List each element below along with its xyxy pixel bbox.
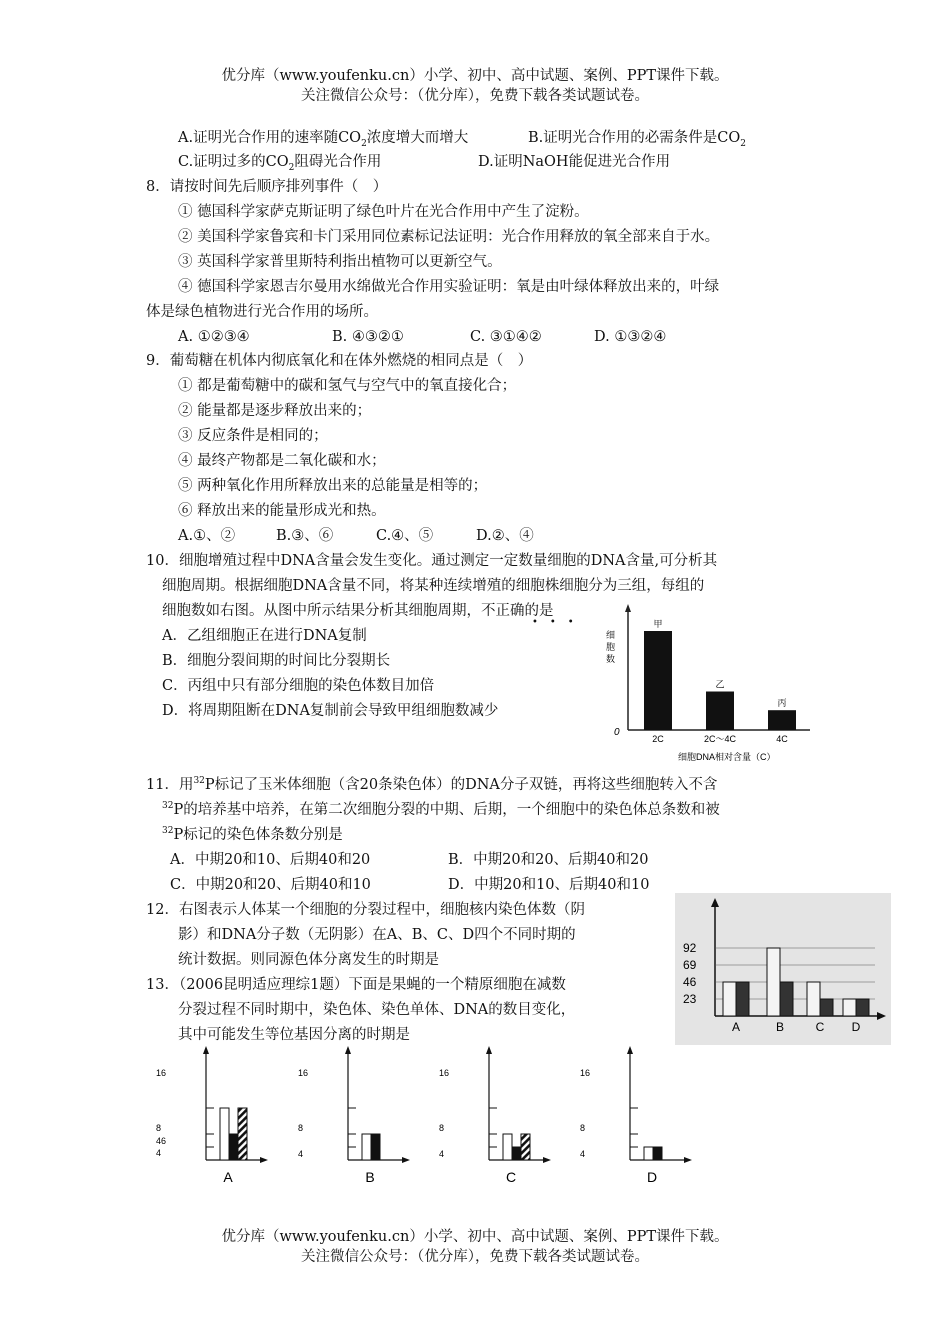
q11-stem-3: $^{32}$P标记的染色体条数分别是 (162, 826, 343, 843)
y-tick-label: 16 (580, 1068, 591, 1078)
dna-bar-D (843, 999, 856, 1016)
chromosome-bar-C (820, 999, 833, 1016)
chromosome-bar-B (780, 982, 793, 1016)
y-axis-label-1: 细 (606, 630, 616, 640)
y-tick-92: 92 (683, 941, 697, 955)
q12-stem-2: 影）和DNA分子数（无阴影）在A、B、C、D四个不同时期的 (178, 927, 576, 943)
bar-1 (229, 1134, 238, 1160)
bar-1 (371, 1134, 380, 1160)
bar-2 (521, 1134, 530, 1160)
q8-item-2: ② 美国科学家鲁宾和卡门采用同位素标记法证明：光合作用释放的氧全部来自于水。 (178, 229, 720, 245)
q10-stem-2: 细胞周期。根据细胞DNA含量不同，将某种连续增殖的细胞株细胞分为三组，每组的 (162, 578, 705, 594)
bar-2C～4C (706, 692, 734, 731)
x-axis-arrow (543, 1157, 551, 1163)
bar-2 (238, 1108, 247, 1160)
q9-item-1: ① 都是葡萄糖中的碳和氢气与空气中的氧直接化合； (178, 378, 517, 394)
panel-label: C (505, 1169, 517, 1185)
q9-stem: 9．葡萄糖在机体内彻底氧化和在体外燃烧的相同点是（ ） (146, 353, 533, 369)
panel-D (580, 1046, 692, 1185)
bar-2C (644, 631, 672, 730)
q9-option-b: B.③、⑥ (276, 528, 334, 544)
q8-option-d: D. ①③②④ (594, 329, 667, 345)
q8-option-b: B. ④③②① (332, 329, 404, 345)
bar-0 (644, 1147, 653, 1160)
q8-item-3: ③ 英国科学家普里斯特利指出植物可以更新空气。 (178, 254, 502, 270)
q12-stem-1: 12．右图表示人体某一个细胞的分裂过程中，细胞核内染色体数（阴 (146, 902, 585, 918)
x-tick-B: B (775, 1020, 785, 1034)
x-tick-2: 4C (776, 734, 788, 744)
q9-option-a: A.①、② (178, 528, 236, 544)
q9-option-c: C.④、⑤ (376, 528, 434, 544)
y-axis-arrow (625, 604, 631, 612)
q9-item-6: ⑥ 释放出来的能量形成光和热。 (178, 503, 386, 519)
y-tick-label: 4 (298, 1149, 304, 1159)
y-tick-label: 16 (156, 1068, 167, 1078)
chromosome-bar-D (856, 999, 869, 1016)
x-axis-arrow (402, 1157, 410, 1163)
q9-item-4: ④ 最终产物都是二氧化碳和水； (178, 453, 386, 469)
panel-label: B (365, 1169, 375, 1185)
panel-C (439, 1046, 551, 1185)
dna-bar-B (767, 948, 780, 1016)
q9-item-5: ⑤ 两种氧化作用所释放出来的总能量是相等的； (178, 478, 488, 494)
q10-option-c: C．丙组中只有部分细胞的染色体数目加倍 (162, 678, 435, 694)
q9-option-d: D.②、④ (476, 528, 534, 544)
q10-stem-1: 10．细胞增殖过程中DNA含量会发生变化。通过测定一定数量细胞的DNA含量,可分析其 (146, 553, 718, 569)
footer-line-1: 优分库（www.youfenku.cn）小学、初中、高中试题、案例、PPT课件下载。 (221, 1229, 729, 1245)
y-tick-label: 8 (156, 1123, 162, 1133)
y-tick-label: 16 (298, 1068, 309, 1078)
bar-1 (512, 1147, 521, 1160)
y-tick-label: 4 (156, 1148, 162, 1158)
y-tick-label: 8 (439, 1123, 445, 1133)
cell-dna-chart (600, 600, 820, 770)
q9-item-2: ② 能量都是逐步释放出来的； (178, 403, 372, 419)
x-axis-label: 细胞DNA相对含量（C） (678, 752, 776, 762)
q8-option-a: A. ①②③④ (178, 329, 250, 345)
emphasis-dots: ••• (532, 617, 586, 628)
q10-stem-3: 细胞数如右图。从图中所示结果分析其细胞周期，不正确的是 (162, 603, 554, 619)
bar-0 (503, 1134, 512, 1160)
panel-A (156, 1046, 268, 1185)
q11-stem-1: 11．用$^{32}$P标记了玉米体细胞（含20条染色体）的DNA分子双链，再将这些细胞转入不含 (146, 776, 718, 793)
dna-bar-C (807, 982, 820, 1016)
y-axis-arrow (203, 1046, 209, 1054)
q7-option-d: D.证明NaOH能促进光合作用 (478, 154, 671, 170)
panel-B (298, 1046, 410, 1185)
q7-option-b: B.证明光合作用的必需条件是$CO_2$ (528, 130, 746, 149)
y-tick-label: 8 (580, 1123, 586, 1133)
q7-option-c: C.证明过多的$CO_2$阻碍光合作用 (178, 154, 382, 173)
bar-label-2: 丙 (777, 698, 787, 709)
q7-option-a: A.证明光合作用的速率随$CO_2$浓度增大而增大 (178, 130, 469, 149)
q11-option-b: B．中期20和20、后期40和20 (448, 852, 649, 868)
y-tick-label: 4 (439, 1149, 445, 1159)
q10-option-a: A．乙组细胞正在进行DNA复制 (162, 628, 367, 644)
y-tick-label: 16 (439, 1068, 450, 1078)
q12-stem-3: 统计数据。则同源色体分离发生的时期是 (178, 952, 439, 968)
panel-label: A (223, 1169, 233, 1185)
q11-stem-2: $^{32}$P的培养基中培养，在第二次细胞分裂的中期、后期，一个细胞中的染色体总条数和被 (162, 801, 720, 818)
q8-option-c: C. ③①④② (470, 329, 542, 345)
y-tick-label: 8 (298, 1123, 304, 1133)
y-axis-label-2: 胞 (606, 642, 616, 652)
meiosis-charts (140, 1045, 700, 1220)
y-tick-69: 69 (683, 958, 697, 972)
dna-bar-A (723, 982, 736, 1016)
chromosome-dna-chart (675, 893, 891, 1045)
bar-0 (362, 1134, 371, 1160)
y-tick-46: 46 (683, 975, 697, 989)
q8-item-4: ④ 德国科学家恩吉尔曼用水绵做光合作用实验证明：氧是由叶绿体释放出来的，叶绿 (178, 279, 720, 295)
header-line-1: 优分库（www.youfenku.cn）小学、初中、高中试题、案例、PPT课件下载。 (221, 68, 729, 84)
q8-stem: 8．请按时间先后顺序排列事件（ ） (146, 179, 388, 195)
panel-label: D (646, 1169, 658, 1185)
q11-option-d: D．中期20和10、后期40和10 (448, 877, 650, 893)
header-line-2: 关注微信公众号：（优分库），免费下载各类试题试卷。 (301, 88, 649, 104)
q10-option-d: D．将周期阻断在DNA复制前会导致甲组细胞数减少 (162, 703, 499, 719)
y-axis-arrow (486, 1046, 492, 1054)
x-tick-0: 2C (652, 734, 664, 744)
bar-0 (220, 1108, 229, 1160)
q13-stem-1: 13．（2006昆明适应理综1题）下面是果蝇的一个精原细胞在减数 (146, 977, 566, 993)
x-tick-C: C (815, 1020, 825, 1034)
q9-item-3: ③ 反应条件是相同的； (178, 428, 328, 444)
chromosome-bar-A (736, 982, 749, 1016)
y-axis-arrow (627, 1046, 633, 1054)
q11-option-c: C．中期20和20、后期40和10 (170, 877, 371, 893)
origin-label: 0 (614, 727, 620, 738)
bar-label-1: 乙 (715, 679, 725, 690)
bar-4C (768, 710, 796, 730)
q8-item-1: ① 德国科学家萨克斯证明了绿色叶片在光合作用中产生了淀粉。 (178, 204, 589, 220)
x-tick-1: 2C～4C (703, 734, 737, 744)
x-axis-arrow (684, 1157, 692, 1163)
footer-line-2: 关注微信公众号：（优分库），免费下载各类试题试卷。 (301, 1249, 649, 1265)
x-tick-D: D (851, 1020, 861, 1034)
y-axis-arrow (345, 1046, 351, 1054)
bar-1 (653, 1147, 662, 1160)
q10-option-b: B．细胞分裂间期的时间比分裂期长 (162, 653, 391, 669)
x-tick-A: A (731, 1020, 741, 1034)
bar-label-0: 甲 (653, 619, 663, 629)
q13-stem-3: 其中可能发生等位基因分离的时期是 (178, 1027, 410, 1043)
q13-stem-2: 分裂过程不同时期中，染色体、染色单体、DNA的数目变化， (178, 1002, 576, 1018)
y-tick-label: 46 (156, 1136, 167, 1146)
q11-option-a: A．中期20和10、后期40和20 (170, 852, 371, 868)
y-tick-label: 4 (580, 1149, 586, 1159)
x-axis-arrow (260, 1157, 268, 1163)
y-tick-23: 23 (683, 992, 697, 1006)
q8-item-4-cont: 体是绿色植物进行光合作用的场所。 (146, 304, 378, 320)
y-axis-label-3: 数 (606, 654, 616, 664)
